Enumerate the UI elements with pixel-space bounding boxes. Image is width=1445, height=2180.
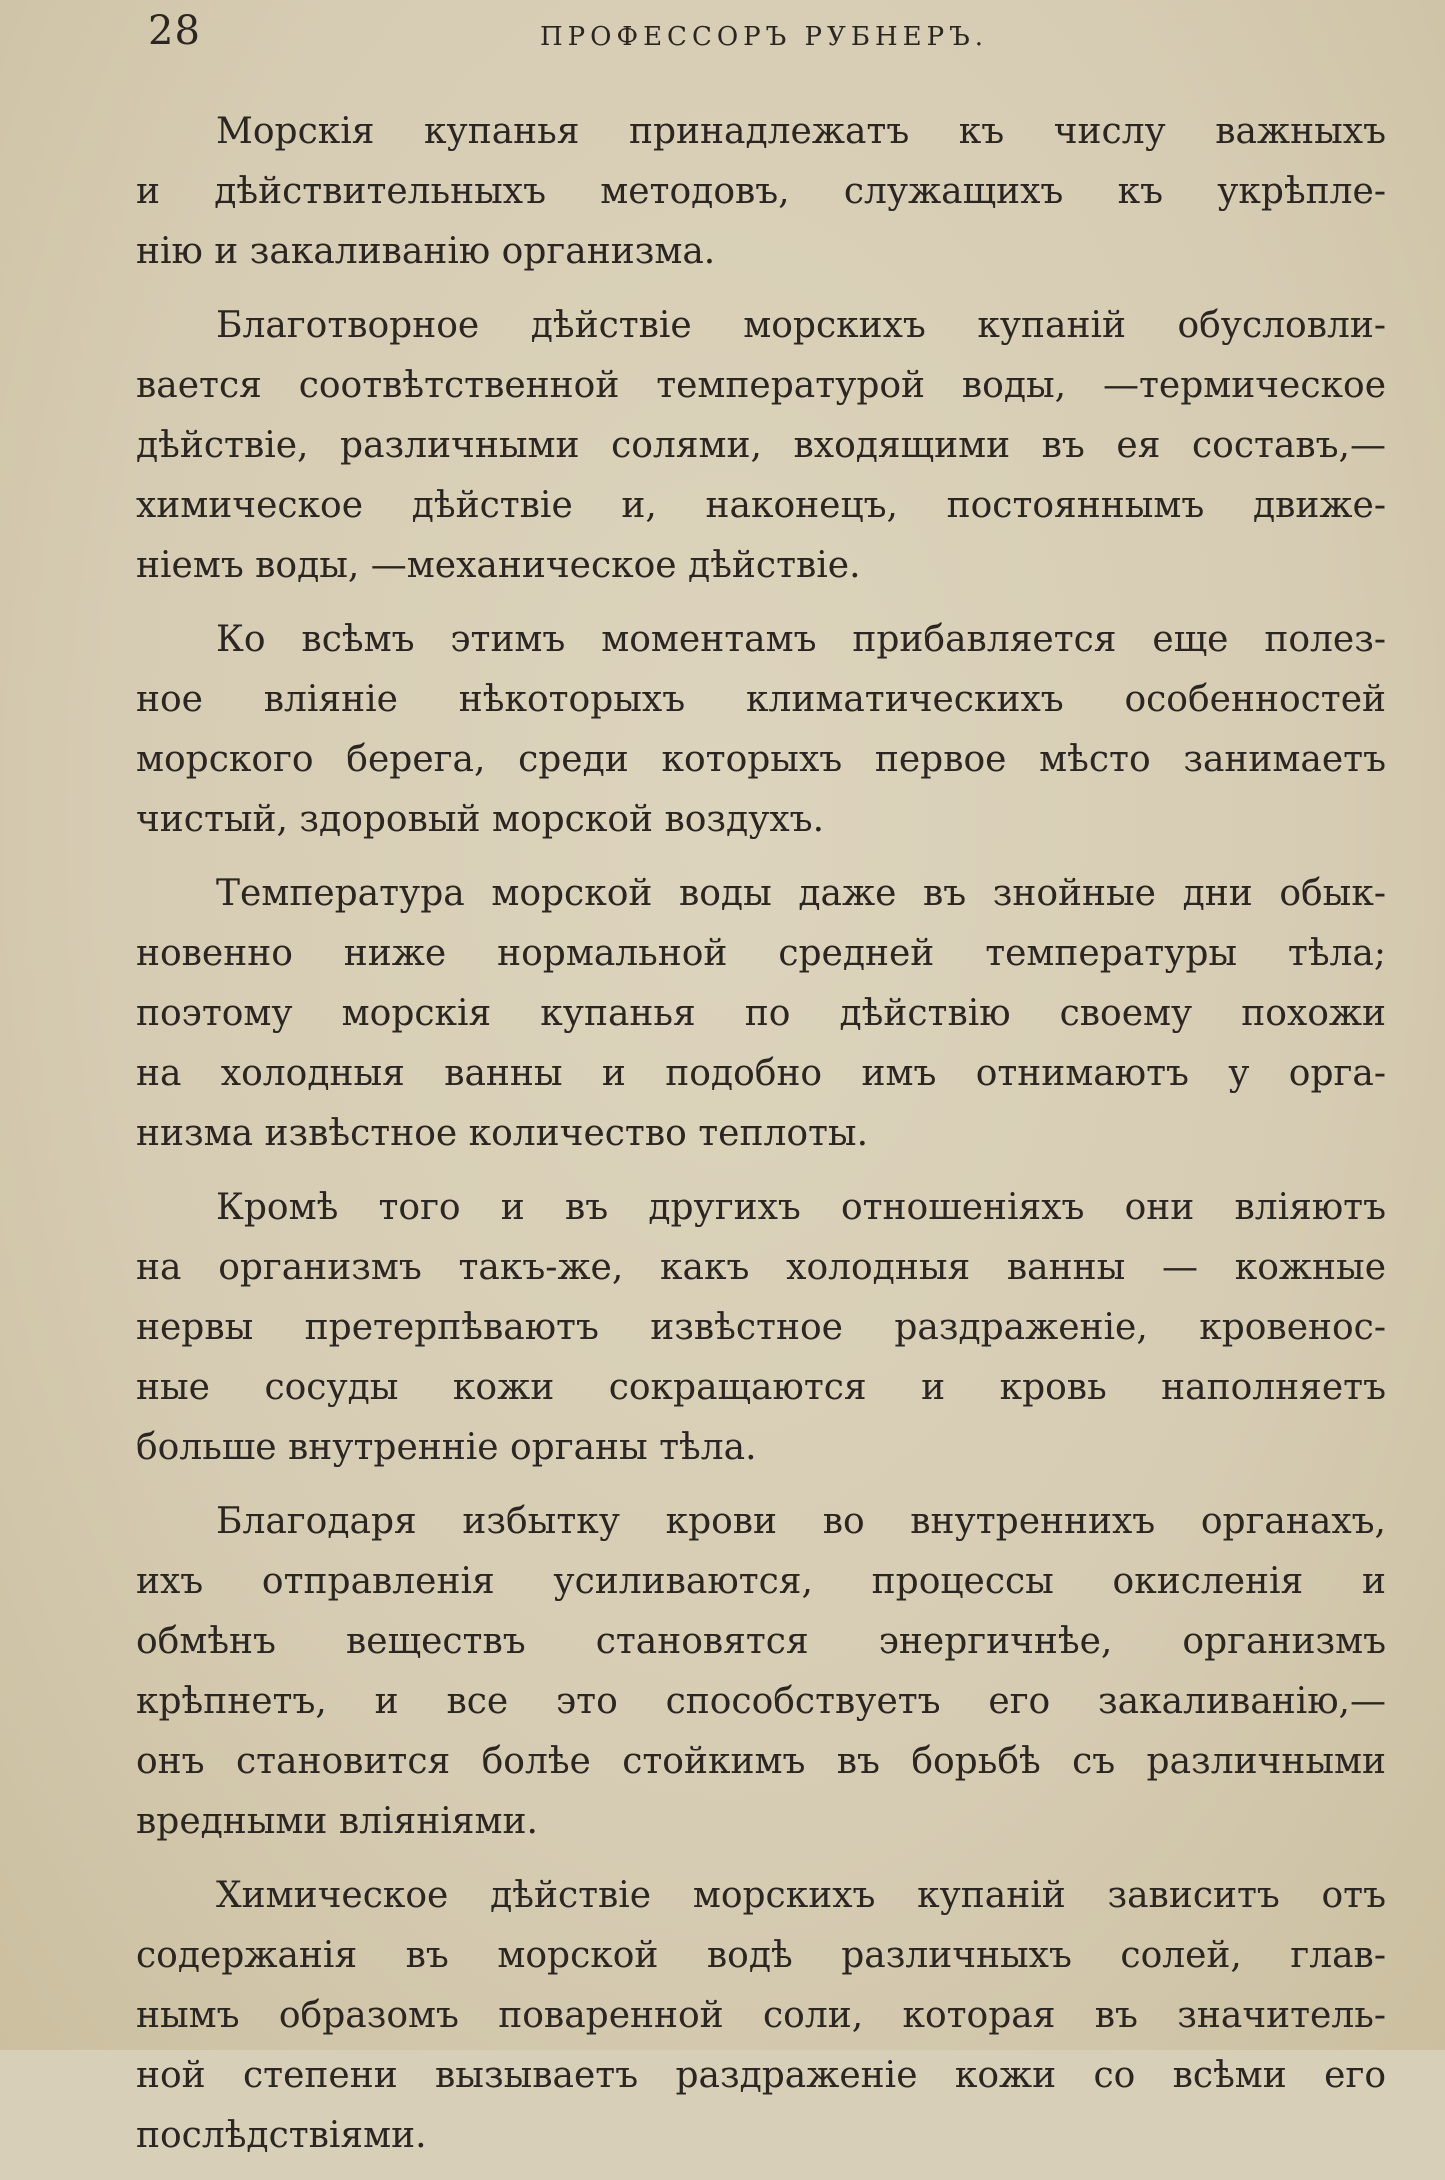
text-line: Ко всѣмъ этимъ моментамъ прибавляется еще полез- [216, 619, 1386, 660]
text-line: нію и закаливанію организма. [136, 231, 716, 272]
text-line: вается соотвѣтственной температурой воды, —термическое [136, 365, 1386, 406]
text-line: нымъ образомъ поваренной соли, которая въ значитель- [136, 1995, 1386, 2036]
paragraph [136, 102, 1386, 282]
paragraph [136, 1866, 1386, 2166]
text-line: ные сосуды кожи сокращаются и кровь наполняетъ [136, 1367, 1386, 1408]
text-line: новенно ниже нормальной средней температуры тѣла; [136, 933, 1386, 974]
paragraph [136, 1492, 1386, 1852]
text-line: больше внутренніе органы тѣла. [136, 1427, 757, 1468]
body-text [136, 102, 1386, 2180]
text-line: на организмъ такъ-же, какъ холодныя ванны — кожные [136, 1247, 1386, 1288]
text-line: поэтому морскія купанья по дѣйствію своему похожи [136, 993, 1386, 1034]
text-line: чистый, здоровый морской воздухъ. [136, 799, 825, 840]
text-line: Температура морской воды даже въ знойные дни обык- [216, 873, 1386, 914]
text-line: ніемъ воды, —механическое дѣйствіе. [136, 545, 861, 586]
text-line: Морскія купанья принадлежатъ къ числу важныхъ [216, 111, 1386, 152]
paragraph [136, 296, 1386, 596]
running-head: ПРОФЕССОРЪ РУБНЕРЪ. [540, 22, 989, 52]
paragraph [136, 864, 1386, 1164]
text-line: дѣйствіе, различными солями, входящими въ ея составъ,— [136, 425, 1386, 466]
text-line: нервы претерпѣваютъ извѣстное раздраженіе, кровенос- [136, 1307, 1386, 1348]
text-line: Благотворное дѣйствіе морскихъ купаній обусловли- [216, 305, 1386, 346]
text-line: ное вліяніе нѣкоторыхъ климатическихъ особенностей [136, 679, 1386, 720]
paragraph [136, 1178, 1386, 1478]
paragraph [136, 610, 1386, 850]
text-line: Кромѣ того и въ другихъ отношеніяхъ они вліяютъ [216, 1187, 1386, 1228]
text-line: химическое дѣйствіе и, наконецъ, постояннымъ движе- [136, 485, 1386, 526]
text-line: Благодаря избытку крови во внутреннихъ органахъ, [216, 1501, 1386, 1542]
text-line: обмѣнъ веществъ становятся энергичнѣе, организмъ [136, 1621, 1386, 1662]
text-line: ихъ отправленія усиливаются, процессы окисленія и [136, 1561, 1386, 1602]
text-line: и дѣйствительныхъ методовъ, служащихъ къ укрѣпле- [136, 171, 1386, 212]
text-line: на холодныя ванны и подобно имъ отнимаютъ у орга- [136, 1053, 1386, 1094]
text-line: ной степени вызываетъ раздраженіе кожи со всѣми его [136, 2055, 1386, 2096]
text-line: крѣпнетъ, и все это способствуетъ его закаливанію,— [136, 1681, 1386, 1722]
text-line: вредными вліяніями. [136, 1801, 538, 1842]
text-line: онъ становится болѣе стойкимъ въ борьбѣ съ различными [136, 1741, 1386, 1782]
text-line: содержанія въ морской водѣ различныхъ солей, глав- [136, 1935, 1386, 1976]
text-line: послѣдствіями. [136, 2115, 427, 2156]
text-line: Химическое дѣйствіе морскихъ купаній зависитъ отъ [216, 1875, 1386, 1916]
page-number: 28 [148, 8, 201, 54]
text-line: морского берега, среди которыхъ первое мѣсто занимаетъ [136, 739, 1386, 780]
text-line: низма извѣстное количество теплоты. [136, 1113, 869, 1154]
